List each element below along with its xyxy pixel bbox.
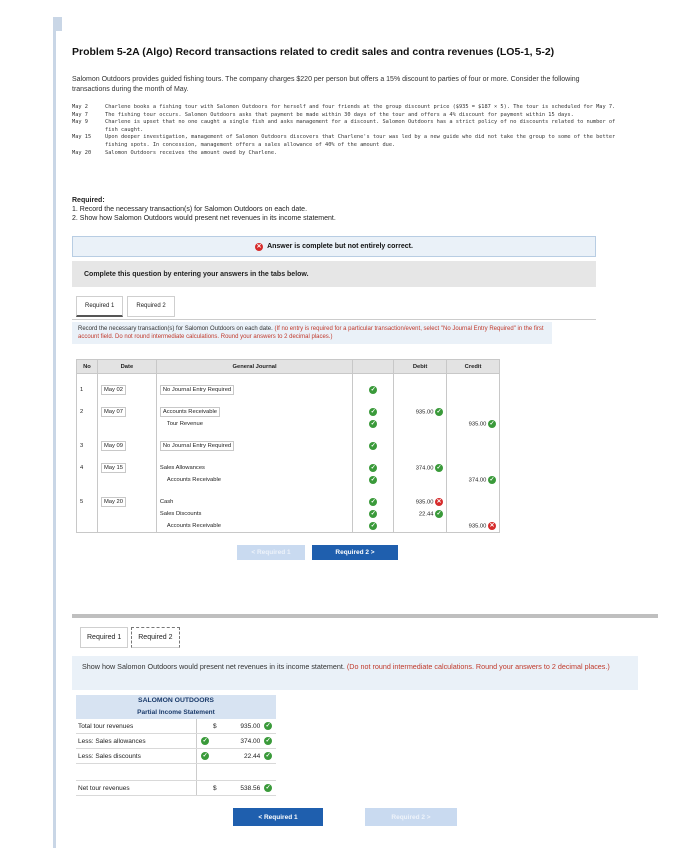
company-name: SALOMON OUTDOORS [76, 695, 276, 707]
account-select[interactable]: Cash [159, 499, 174, 505]
journal-row: 1 May 02 No Journal Entry Required ✓ [77, 384, 500, 396]
correct-icon: ✓ [370, 499, 376, 505]
label-select[interactable]: Less: Sales allowances [76, 734, 197, 748]
tab-required-1[interactable]: Required 1 [76, 296, 123, 317]
correct-icon: ✓ [370, 443, 376, 449]
tab-bar-2 [80, 627, 183, 648]
statement-title: Partial Income Statement [76, 707, 276, 719]
prev-required-1-button[interactable]: < Required 1 [233, 808, 323, 826]
date-select[interactable]: May 20 [101, 497, 126, 507]
left-accent-tab [53, 17, 62, 31]
date-select[interactable]: May 15 [101, 463, 126, 473]
credit-input[interactable]: 935.00 [468, 421, 487, 428]
prev-required-1-button[interactable]: < Required 1 [237, 545, 305, 560]
date-select[interactable]: May 07 [101, 407, 126, 417]
correct-icon: ✓ [202, 738, 208, 744]
next-required-2-button[interactable]: Required 2 > [312, 545, 398, 560]
correct-icon: ✓ [489, 421, 495, 427]
credit-input[interactable]: 374.00 [468, 477, 487, 484]
journal-row: 4 May 15 Sales Allowances ✓ 374.00 ✓ [77, 462, 500, 474]
amount-input[interactable]: 374.00 [240, 737, 261, 745]
correct-icon: ✓ [265, 753, 271, 759]
date-select[interactable]: May 09 [101, 441, 126, 451]
tab-bar [76, 296, 179, 317]
section-divider [72, 614, 658, 618]
journal-row: 3 May 09 No Journal Entry Required ✓ [77, 440, 500, 452]
statement-row: Net tour revenues $ 538.56 ✓ [76, 781, 276, 796]
statement-row: Total tour revenues $ 935.00 ✓ [76, 719, 276, 734]
answer-status-banner: ✕ Answer is complete but not entirely correct. [72, 236, 596, 257]
incorrect-icon: ✕ [489, 523, 495, 529]
journal-row [77, 418, 500, 430]
account-select[interactable]: Accounts Receivable [160, 407, 220, 417]
account-select[interactable]: No Journal Entry Required [160, 441, 234, 451]
journal-row [77, 508, 500, 520]
correct-icon: ✓ [265, 785, 271, 791]
next-required-2-button[interactable]: Required 2 > [365, 808, 457, 826]
correct-icon: ✓ [370, 477, 376, 483]
required-2-text: 2. Show how Salomon Outdoors would present net revenues in its income statement. [72, 215, 336, 222]
instructions-bar: Complete this question by entering your answers in the tabs below. [72, 261, 596, 287]
error-icon: ✕ [256, 243, 262, 250]
problem-intro: Salomon Outdoors provides guided fishing tours. The company charges $220 per person but offers a 15% discount to parties of four or more. Consider the following transactions during the month of May. [72, 76, 580, 93]
correct-icon: ✓ [436, 465, 442, 471]
correct-icon: ✓ [370, 465, 376, 471]
tab-required-1[interactable]: Required 1 [80, 627, 128, 648]
tab-required-2[interactable]: Required 2 [127, 296, 174, 317]
required-heading: Required: [72, 197, 105, 204]
correct-icon: ✓ [370, 523, 376, 529]
correct-icon: ✓ [370, 409, 376, 415]
transaction-row: May 2 Charlene books a fishing tour with Salomon Outdoors for herself and four friends at the group discount price ($935 = $187 × 5). The tour is scheduled for May 7. [72, 104, 616, 110]
account-select[interactable]: Sales Discounts [159, 511, 202, 517]
journal-row: 5 May 20 Cash ✓ 935.00 ✕ [77, 496, 500, 508]
correct-icon: ✓ [265, 738, 271, 744]
col-header-debit: Debit [394, 360, 447, 374]
correct-icon: ✓ [265, 723, 271, 729]
debit-input[interactable]: 374.00 [415, 465, 434, 472]
col-header-date: Date [97, 360, 156, 374]
transaction-row: May 15 Upon deeper investigation, management of Salomon Outdoors discovers that Charlene's tour was led by a new guide who did not take the group to some of the better fishing spots. In concession, management offers a sales allowance of 40% of the amount due. [72, 134, 616, 148]
income-statement [76, 695, 276, 796]
required-1-text: 1. Record the necessary transaction(s) for Salomon Outdoors on each date. [72, 206, 308, 213]
left-accent-bar [53, 17, 56, 848]
required-1-instructions: Record the necessary transaction(s) for Salomon Outdoors on each date. (If no entry is required for a particular transaction/event, select "No Journal Entry Required" in the first account field. Do not round intermediate calculations. Round your answers to 2 decimal places.) [72, 322, 552, 344]
correct-icon: ✓ [370, 387, 376, 393]
account-select[interactable]: Tour Revenue [166, 421, 203, 427]
amount-input[interactable]: 538.56 [240, 784, 261, 792]
required-2-instructions: Show how Salomon Outdoors would present net revenues in its income statement. (Do not round intermediate calculations. Round your answers to 2 decimal places.) [72, 656, 638, 690]
correct-icon: ✓ [436, 511, 442, 517]
correct-icon: ✓ [489, 477, 495, 483]
amount-input[interactable]: 22.44 [243, 752, 261, 760]
label-select[interactable]: Less: Sales discounts [76, 749, 197, 763]
problem-title: Problem 5-2A (Algo) Record transactions related to credit sales and contra revenues (LO5-1, 5-2) [72, 46, 555, 58]
col-header-no: No [77, 360, 98, 374]
statement-row [76, 734, 276, 749]
date-select[interactable]: May 02 [101, 385, 126, 395]
account-select[interactable]: Sales Allowances [159, 465, 205, 471]
amount-input[interactable]: 935.00 [240, 722, 261, 730]
transactions-list [72, 104, 617, 157]
correct-icon: ✓ [202, 753, 208, 759]
account-select[interactable]: Accounts Receivable [166, 523, 221, 529]
credit-input[interactable]: 935.00 [468, 523, 487, 530]
correct-icon: ✓ [370, 511, 376, 517]
account-select[interactable]: Accounts Receivable [166, 477, 221, 483]
debit-input[interactable]: 22.44 [418, 511, 434, 518]
col-header-credit: Credit [447, 360, 500, 374]
transaction-row: May 7 The fishing tour occurs. Salomon Outdoors asks that payment be made within 30 days of the tour and offers a 4% discount for payment within 15 days. [72, 111, 574, 118]
journal-row [77, 520, 500, 533]
statement-row-empty [76, 764, 276, 781]
statement-row [76, 749, 276, 764]
transaction-row: May 20 Salomon Outdoors receives the amount owed by Charlene. [72, 149, 278, 156]
journal-row [77, 474, 500, 486]
correct-icon: ✓ [436, 409, 442, 415]
col-header-general-journal: General Journal [156, 360, 352, 374]
journal-row: 2 May 07 Accounts Receivable ✓ 935.00 ✓ [77, 406, 500, 418]
debit-input[interactable]: 935.00 [415, 409, 434, 416]
tab-required-2[interactable]: Required 2 [131, 627, 179, 648]
account-select[interactable]: No Journal Entry Required [160, 385, 234, 395]
incorrect-icon: ✕ [436, 499, 442, 505]
transaction-row: May 9 Charlene is upset that no one caught a single fish and asks management for a discount. Salomon Outdoors has a strict policy of no discounts related to number of fish caught. [72, 119, 616, 133]
correct-icon: ✓ [370, 421, 376, 427]
debit-input[interactable]: 935.00 [415, 499, 434, 506]
general-journal-table [76, 359, 500, 533]
